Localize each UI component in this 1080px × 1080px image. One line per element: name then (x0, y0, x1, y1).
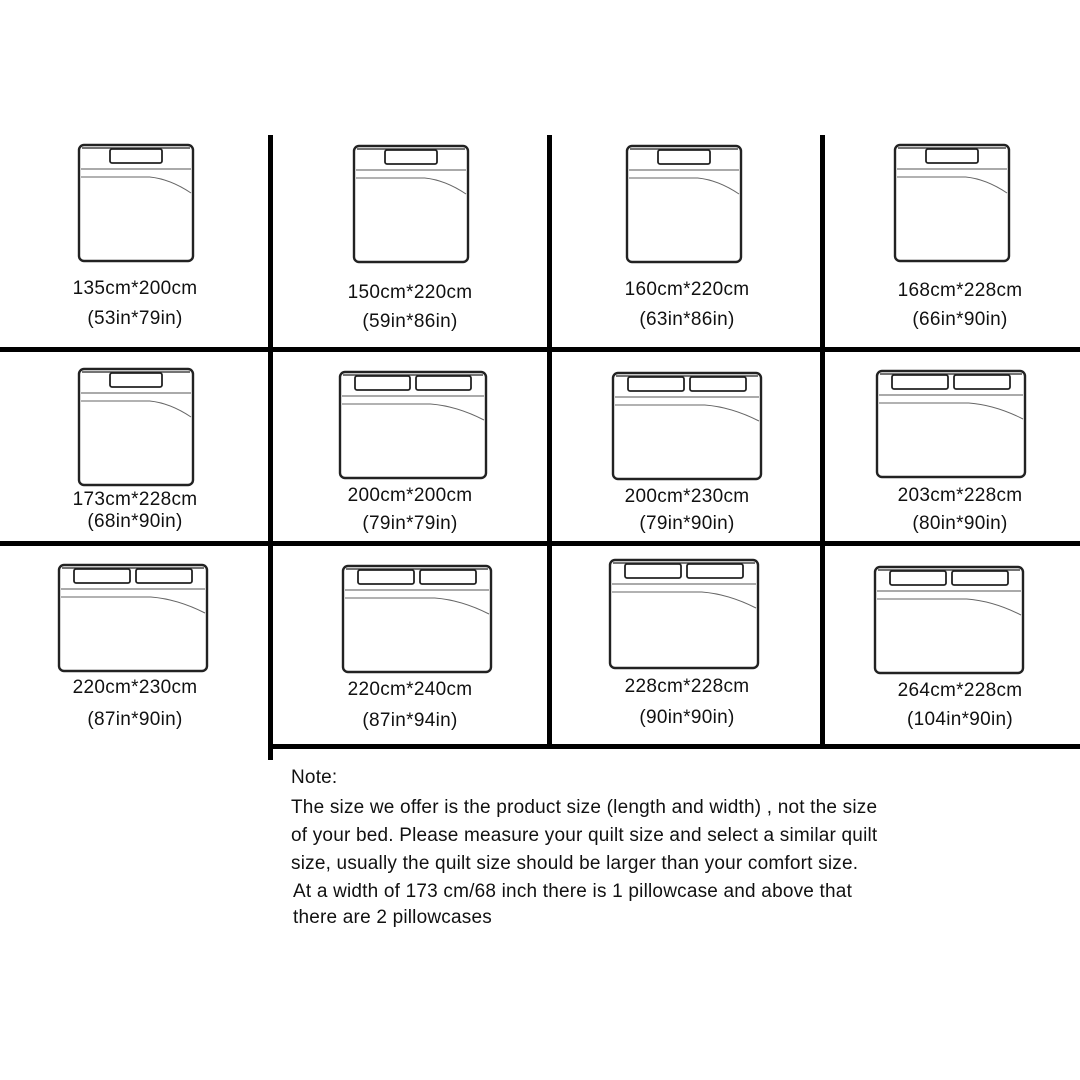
pillow-icon (420, 570, 476, 584)
quilt-edge-line (345, 598, 489, 614)
size-inch-label: (104in*90in) (906, 709, 1014, 730)
pillow-icon (136, 569, 192, 583)
single-bed-icon (893, 143, 1011, 263)
size-inch-label: (59in*86in) (362, 311, 458, 332)
quilt-edge-line (81, 401, 191, 417)
note-line: of your bed. Please measure your quilt size and select a similar quilt (291, 825, 878, 846)
size-cell (825, 135, 1080, 347)
size-note (291, 764, 1071, 932)
size-cm-label: 135cm*200cm (72, 278, 198, 299)
size-cm-label: 220cm*240cm (347, 679, 473, 700)
size-cell (552, 135, 822, 347)
pillow-icon (926, 149, 978, 163)
size-inch-label: (80in*90in) (912, 513, 1008, 534)
size-inch-label: (79in*90in) (639, 513, 735, 534)
quilt-edge-line (615, 405, 759, 421)
mattress-outline (610, 560, 758, 668)
size-cell (825, 546, 1080, 744)
double-bed-icon (57, 563, 209, 673)
size-inch-label: (79in*79in) (362, 513, 458, 534)
size-inch-label: (87in*90in) (87, 709, 183, 730)
pillow-icon (658, 150, 710, 164)
pillow-icon (954, 375, 1010, 389)
size-cell (825, 352, 1080, 541)
quilt-edge-line (877, 599, 1021, 615)
size-inch-label: (68in*90in) (87, 511, 183, 532)
pillow-icon (110, 373, 162, 387)
mattress-outline (877, 371, 1025, 477)
mattress-outline (59, 565, 207, 671)
single-bed-icon (77, 143, 195, 263)
size-cm-label: 203cm*228cm (897, 485, 1023, 506)
pillow-icon (952, 571, 1008, 585)
pillow-icon (74, 569, 130, 583)
note-line: size, usually the quilt size should be larger than your comfort size. (291, 853, 859, 874)
size-cm-label: 160cm*220cm (624, 279, 750, 300)
size-cell (275, 352, 545, 541)
double-bed-icon (611, 371, 763, 481)
mattress-outline (875, 567, 1023, 673)
pillow-icon (110, 149, 162, 163)
size-cm-label: 220cm*230cm (72, 677, 198, 698)
double-bed-icon (608, 558, 760, 670)
size-cm-label: 264cm*228cm (897, 680, 1023, 701)
grid-divider-horizontal-3 (270, 744, 1080, 749)
size-cell (552, 352, 822, 541)
single-bed-icon (352, 144, 470, 264)
mattress-outline (340, 372, 486, 478)
quilt-edge-line (356, 178, 466, 194)
size-cell (552, 546, 822, 744)
double-bed-icon (873, 565, 1025, 675)
mattress-outline (613, 373, 761, 479)
note-line: there are 2 pillowcases (293, 907, 492, 928)
size-cm-label: 200cm*200cm (347, 485, 473, 506)
size-cm-label: 173cm*228cm (72, 489, 198, 510)
pillow-icon (355, 376, 410, 390)
quilt-edge-line (81, 177, 191, 193)
quilt-edge-line (897, 177, 1007, 193)
double-bed-icon (341, 564, 493, 674)
pillow-icon (385, 150, 437, 164)
single-bed-icon (77, 367, 195, 487)
size-inch-label: (66in*90in) (912, 309, 1008, 330)
quilt-edge-line (342, 404, 484, 420)
size-cell (0, 546, 270, 744)
size-inch-label: (90in*90in) (639, 707, 735, 728)
quilt-edge-line (629, 178, 739, 194)
double-bed-icon (338, 370, 488, 480)
mattress-outline (343, 566, 491, 672)
size-inch-label: (63in*86in) (639, 309, 735, 330)
pillow-icon (625, 564, 681, 578)
size-inch-label: (87in*94in) (362, 710, 458, 731)
size-cell (275, 546, 545, 744)
size-cm-label: 150cm*220cm (347, 282, 473, 303)
note-line: The size we offer is the product size (length and width) , not the size (291, 797, 878, 818)
pillow-icon (892, 375, 948, 389)
size-cm-label: 200cm*230cm (624, 486, 750, 507)
size-chart-grid (0, 135, 1080, 750)
double-bed-icon (875, 369, 1027, 479)
size-cell (0, 135, 270, 347)
pillow-icon (890, 571, 946, 585)
quilt-edge-line (879, 403, 1023, 419)
size-inch-label: (53in*79in) (87, 308, 183, 329)
quilt-edge-line (61, 597, 205, 613)
pillow-icon (687, 564, 743, 578)
pillow-icon (628, 377, 684, 391)
pillow-icon (416, 376, 471, 390)
pillow-icon (690, 377, 746, 391)
size-cm-label: 168cm*228cm (897, 280, 1023, 301)
single-bed-icon (625, 144, 743, 264)
size-cm-label: 228cm*228cm (624, 676, 750, 697)
note-title: Note: (291, 767, 338, 788)
size-cell (275, 135, 545, 347)
pillow-icon (358, 570, 414, 584)
note-line: At a width of 173 cm/68 inch there is 1 pillowcase and above that (293, 881, 853, 902)
quilt-edge-line (612, 592, 756, 608)
size-cell (0, 352, 270, 541)
